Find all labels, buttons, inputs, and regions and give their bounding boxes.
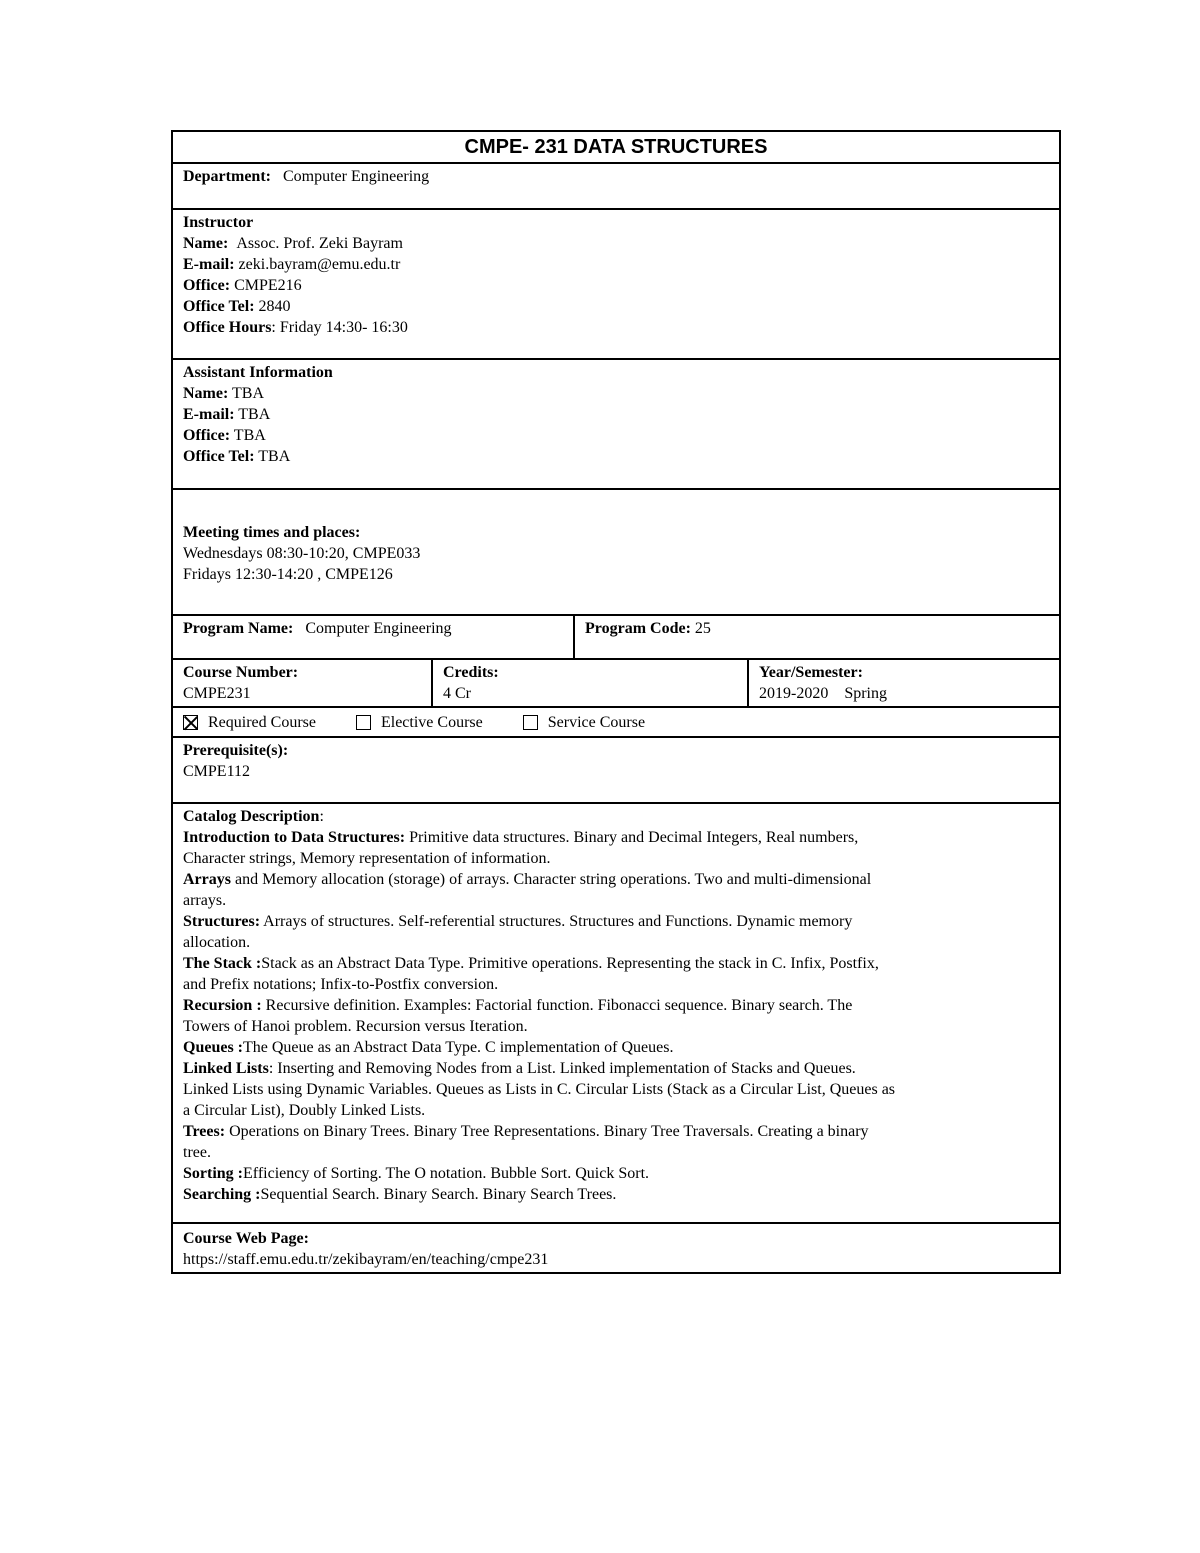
catalog-topic: [183, 827, 899, 869]
catalog-topic-text: Recursive definition. Examples: Factorial function. Fibonacci sequence. Binary search. The Towers of Hanoi problem. Recursion versus Iteration.: [183, 997, 853, 1035]
department-value: Computer Engineering: [282, 168, 430, 185]
program-code: 25: [694, 620, 711, 637]
meeting-section: [173, 490, 1059, 616]
instructor-office: CMPE216: [234, 277, 302, 294]
catalog-topic-title: Structures:: [183, 913, 261, 930]
meeting-time: Wednesdays 08:30-10:20, CMPE033: [183, 545, 421, 562]
catalog-topic-title: Catalog Description: [183, 808, 320, 825]
course-info-row: [173, 660, 1059, 708]
meeting-time: Fridays 12:30-14:20 , CMPE126: [183, 566, 393, 583]
instructor-email: zeki.bayram@emu.edu.tr: [238, 256, 401, 273]
service-course-checkbox[interactable]: [523, 715, 538, 730]
instructor-tel: 2840: [258, 298, 291, 315]
instructor-name-label: Name:: [183, 235, 229, 252]
course-title: CMPE- 231 DATA STRUCTURES: [173, 132, 1059, 164]
required-course-option[interactable]: [183, 712, 316, 733]
catalog-topic-title: Queues :: [183, 1039, 243, 1056]
catalog-topic-text: and Memory allocation (storage) of arrays. Character string operations. Two and multi-dimensional arrays.: [183, 871, 872, 909]
instructor-section: [173, 210, 1059, 360]
assistant-tel-label: Office Tel:: [183, 448, 255, 465]
catalog-topic: [183, 1037, 899, 1058]
catalog-topic-title: Searching :: [183, 1186, 261, 1203]
service-course-label: Service Course: [547, 713, 646, 731]
catalog-topic-title: The Stack :: [183, 955, 262, 972]
catalog-topic: [183, 1058, 899, 1121]
department-label: Department:: [183, 168, 271, 185]
catalog-topic-text: Sequential Search. Binary Search. Binary Search Trees.: [260, 1186, 617, 1203]
assistant-name: TBA: [232, 385, 265, 402]
assistant-office: TBA: [233, 427, 266, 444]
instructor-email-label: E-mail:: [183, 256, 235, 273]
catalog-topic: [183, 869, 899, 911]
program-code-label: Program Code:: [585, 620, 691, 637]
required-course-label: Required Course: [208, 713, 316, 731]
web-page-label: Course Web Page:: [183, 1230, 309, 1247]
catalog-topic-text: Efficiency of Sorting. The O notation. Bubble Sort. Quick Sort.: [243, 1165, 650, 1182]
catalog-description: [173, 804, 1059, 1224]
course-number-label: Course Number:: [183, 664, 299, 681]
catalog-topic-title: Introduction to Data Structures:: [183, 829, 406, 846]
course-syllabus-table: [171, 130, 1061, 1274]
service-course-option[interactable]: [523, 712, 645, 733]
assistant-tel: TBA: [258, 448, 291, 465]
catalog-topic: [183, 911, 899, 953]
catalog-topic-text: The Queue as an Abstract Data Type. C implementation of Queues.: [243, 1039, 674, 1056]
catalog-topic-title: Recursion :: [183, 997, 262, 1014]
program-name-label: Program Name:: [183, 620, 294, 637]
course-type-row: [173, 708, 1059, 738]
course-number: CMPE231: [183, 685, 251, 702]
course-number-cell: [173, 660, 431, 706]
assistant-office-label: Office:: [183, 427, 231, 444]
assistant-heading: Assistant Information: [183, 364, 333, 381]
catalog-topic-text: Stack as an Abstract Data Type. Primitive operations. Representing the stack in C. Infix, Postfix, and Prefix notations; Infix-to-Postfix conversion.: [183, 955, 879, 993]
elective-course-label: Elective Course: [380, 713, 483, 731]
elective-course-checkbox[interactable]: [356, 715, 371, 730]
assistant-email-label: E-mail:: [183, 406, 235, 423]
program-name: Computer Engineering: [305, 620, 452, 637]
program-code-cell: [573, 616, 1059, 658]
year-semester-cell: [747, 660, 1059, 706]
course-web-page-row: [173, 1224, 1059, 1272]
year-semester-label: Year/Semester:: [759, 664, 863, 681]
prerequisites-label: Prerequisite(s):: [183, 742, 289, 759]
instructor-heading: Instructor: [183, 214, 254, 231]
catalog-topic-text: : Inserting and Removing Nodes from a List. Linked implementation of Stacks and Queues. Linked Lists using Dynamic Variables. Queues as Lists in C. Circular Lists (Stack as a Circular List, Queues as a Circular List), Doubly Linked Lists.: [183, 1060, 896, 1119]
catalog-topic-text: Arrays of structures. Self-referential structures. Structures and Functions. Dynamic memory allocation.: [183, 913, 853, 951]
required-course-checkbox[interactable]: [183, 715, 198, 730]
year-semester-value: 2019-2020 Spring: [759, 685, 887, 702]
credits-value: 4 Cr: [443, 685, 471, 702]
prerequisites-value: CMPE112: [183, 763, 250, 780]
instructor-name: Assoc. Prof. Zeki Bayram: [236, 235, 403, 252]
catalog-topic-text: Operations on Binary Trees. Binary Tree Representations. Binary Tree Traversals. Creating a binary tree.: [183, 1123, 869, 1161]
assistant-name-label: Name:: [183, 385, 229, 402]
credits-cell: [431, 660, 747, 706]
catalog-topic: [183, 995, 899, 1037]
instructor-tel-label: Office Tel:: [183, 298, 255, 315]
web-page-url[interactable]: https://staff.emu.edu.tr/zekibayram/en/teaching/cmpe231: [183, 1251, 549, 1268]
elective-course-option[interactable]: [356, 712, 483, 733]
credits-label: Credits:: [443, 664, 499, 681]
program-name-cell: [173, 616, 573, 658]
prerequisites-row: [173, 738, 1059, 804]
assistant-section: [173, 360, 1059, 490]
catalog-topic-title: Arrays: [183, 871, 231, 888]
catalog-topic: [183, 1184, 899, 1205]
catalog-topic-title: Linked Lists: [183, 1060, 269, 1077]
catalog-topic-title: Trees:: [183, 1123, 226, 1140]
assistant-email: TBA: [238, 406, 271, 423]
catalog-topic: [183, 1121, 899, 1163]
meeting-heading: Meeting times and places:: [183, 524, 361, 541]
instructor-office-label: Office:: [183, 277, 231, 294]
instructor-hours: : Friday 14:30- 16:30: [271, 319, 408, 336]
catalog-colon: :: [319, 808, 324, 825]
catalog-topic: [183, 1163, 899, 1184]
department-row: [173, 164, 1059, 210]
program-row: [173, 616, 1059, 660]
catalog-topic-text: Primitive data structures. Binary and Decimal Integers, Real numbers, Character strings, Memory representation of information.: [183, 829, 859, 867]
catalog-topic-title: Sorting :: [183, 1165, 243, 1182]
instructor-hours-label: Office Hours: [183, 319, 272, 336]
catalog-topic: [183, 953, 899, 995]
